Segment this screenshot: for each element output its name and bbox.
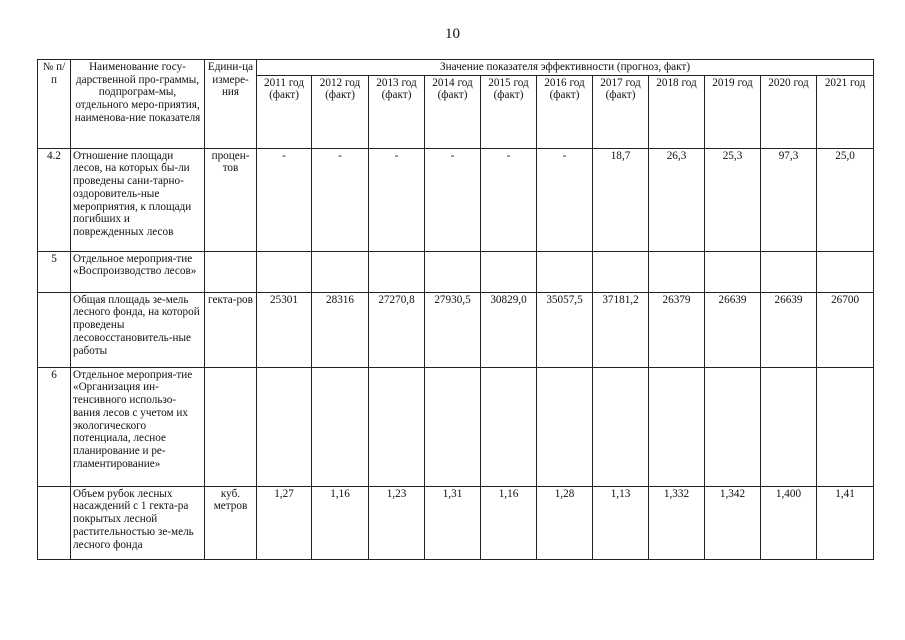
header-year-2018 bbox=[649, 75, 705, 148]
row-name: Отдельное мероприя-тие «Организация ин-тенсивного использо-вания лесов с учетом их экологического потенциала, лесное планирование и ре-гламентирование» bbox=[71, 367, 205, 486]
row-name: Общая площадь зе-мель лесного фонда, на которой проведены лесовосстановитель-ные работы bbox=[71, 292, 205, 367]
row-value-2018: 1,332 bbox=[649, 486, 705, 559]
row-value-2021: 26700 bbox=[817, 292, 874, 367]
row-value-2012: 1,16 bbox=[312, 486, 369, 559]
row-value-2015 bbox=[481, 367, 537, 486]
header-year-2016 bbox=[537, 75, 593, 148]
header-year-2019 bbox=[705, 75, 761, 148]
header-year-label: 2014 год bbox=[432, 76, 473, 89]
header-year-2017 bbox=[593, 75, 649, 148]
row-value-2017: 1,13 bbox=[593, 486, 649, 559]
row-value-2021 bbox=[817, 367, 874, 486]
row-num: 5 bbox=[38, 251, 71, 292]
row-value-2011 bbox=[257, 367, 312, 486]
row-value-2021: 1,41 bbox=[817, 486, 874, 559]
header-year-label: 2018 год bbox=[656, 76, 697, 89]
header-year-note: (факт) bbox=[605, 89, 636, 102]
row-value-2019: 25,3 bbox=[705, 148, 761, 251]
header-year-label: 2020 год bbox=[768, 76, 809, 89]
header-year-label: 2021 год bbox=[824, 76, 866, 89]
row-value-2014 bbox=[425, 367, 481, 486]
indicators-table bbox=[37, 59, 874, 560]
row-value-2016: 35057,5 bbox=[537, 292, 593, 367]
header-num: № п/п bbox=[38, 60, 71, 149]
header-year-label: 2012 год bbox=[319, 76, 361, 89]
row-value-2011: - bbox=[257, 148, 312, 251]
row-value-2019: 26639 bbox=[705, 292, 761, 367]
table-row bbox=[38, 292, 874, 367]
header-year-note: (факт) bbox=[381, 89, 412, 102]
header-year-note: (факт) bbox=[269, 89, 299, 102]
header-year-label: 2019 год bbox=[712, 76, 753, 89]
row-value-2013 bbox=[369, 251, 425, 292]
row-num: 6 bbox=[38, 367, 71, 486]
row-value-2014: - bbox=[425, 148, 481, 251]
header-year-2015 bbox=[481, 75, 537, 148]
row-value-2018 bbox=[649, 367, 705, 486]
header-year-note: (факт) bbox=[325, 89, 355, 102]
row-value-2011: 25301 bbox=[257, 292, 312, 367]
row-name: Отношение площади лесов, на которых бы-ли проведены сани-тарно-оздоровитель-ные мероприятия, к площади погибших и поврежденных лесов bbox=[71, 148, 205, 251]
row-value-2013: 1,23 bbox=[369, 486, 425, 559]
table-row bbox=[38, 148, 874, 251]
row-value-2019 bbox=[705, 251, 761, 292]
row-unit bbox=[205, 367, 257, 486]
row-value-2019: 1,342 bbox=[705, 486, 761, 559]
row-value-2012 bbox=[312, 251, 369, 292]
row-unit: куб. метров bbox=[205, 486, 257, 559]
header-year-2021 bbox=[817, 75, 874, 148]
row-value-2014: 27930,5 bbox=[425, 292, 481, 367]
row-value-2012: 28316 bbox=[312, 292, 369, 367]
header-year-2012 bbox=[312, 75, 369, 148]
row-value-2020: 1,400 bbox=[761, 486, 817, 559]
row-value-2011 bbox=[257, 251, 312, 292]
row-value-2017 bbox=[593, 367, 649, 486]
header-year-label: 2015 год bbox=[488, 76, 529, 89]
row-value-2014 bbox=[425, 251, 481, 292]
header-year-note: (факт) bbox=[549, 89, 580, 102]
header-year-label: 2013 год bbox=[376, 76, 417, 89]
row-num bbox=[38, 486, 71, 559]
row-value-2015: 1,16 bbox=[481, 486, 537, 559]
row-value-2013: - bbox=[369, 148, 425, 251]
header-year-2013 bbox=[369, 75, 425, 148]
row-value-2020: 97,3 bbox=[761, 148, 817, 251]
header-year-label: 2011 год bbox=[263, 76, 305, 89]
row-value-2013: 27270,8 bbox=[369, 292, 425, 367]
row-num bbox=[38, 292, 71, 367]
row-value-2015 bbox=[481, 251, 537, 292]
row-value-2012: - bbox=[312, 148, 369, 251]
row-unit: гекта-ров bbox=[205, 292, 257, 367]
row-value-2014: 1,31 bbox=[425, 486, 481, 559]
row-value-2011: 1,27 bbox=[257, 486, 312, 559]
table-row bbox=[38, 486, 874, 559]
table-row bbox=[38, 367, 874, 486]
header-year-label: 2017 год bbox=[600, 76, 641, 89]
row-value-2016 bbox=[537, 251, 593, 292]
row-value-2017: 18,7 bbox=[593, 148, 649, 251]
row-value-2012 bbox=[312, 367, 369, 486]
table-row bbox=[38, 251, 874, 292]
row-value-2017 bbox=[593, 251, 649, 292]
row-name: Объем рубок лесных насаждений с 1 гекта-ра покрытых лесной растительностью зе-мель лесного фонда bbox=[71, 486, 205, 559]
header-year-note: (факт) bbox=[493, 89, 524, 102]
row-value-2018: 26379 bbox=[649, 292, 705, 367]
header-row-1 bbox=[38, 60, 874, 76]
row-name: Отдельное мероприя-тие «Воспроизводство лесов» bbox=[71, 251, 205, 292]
header-name: Наименование госу-дарственной про-граммы, подпрограм-мы, отдельного меро-приятия, наименова-ние показателя bbox=[71, 60, 205, 149]
row-value-2018: 26,3 bbox=[649, 148, 705, 251]
row-value-2020 bbox=[761, 367, 817, 486]
row-unit: процен-тов bbox=[205, 148, 257, 251]
row-value-2021: 25,0 bbox=[817, 148, 874, 251]
row-value-2018 bbox=[649, 251, 705, 292]
row-value-2020: 26639 bbox=[761, 292, 817, 367]
row-value-2016: - bbox=[537, 148, 593, 251]
row-num: 4.2 bbox=[38, 148, 71, 251]
header-year-2020 bbox=[761, 75, 817, 148]
row-value-2021 bbox=[817, 251, 874, 292]
header-year-2011 bbox=[257, 75, 312, 148]
header-year-2014 bbox=[425, 75, 481, 148]
row-value-2017: 37181,2 bbox=[593, 292, 649, 367]
row-value-2013 bbox=[369, 367, 425, 486]
row-value-2015: - bbox=[481, 148, 537, 251]
header-group: Значение показателя эффективности (прогноз, факт) bbox=[257, 60, 874, 76]
row-value-2015: 30829,0 bbox=[481, 292, 537, 367]
row-value-2020 bbox=[761, 251, 817, 292]
page-number: 10 bbox=[445, 26, 460, 42]
row-value-2016 bbox=[537, 367, 593, 486]
row-value-2016: 1,28 bbox=[537, 486, 593, 559]
header-year-label: 2016 год bbox=[544, 76, 585, 89]
header-year-note: (факт) bbox=[437, 89, 468, 102]
header-unit: Едини-ца измере-ния bbox=[205, 60, 257, 149]
row-value-2019 bbox=[705, 367, 761, 486]
row-unit bbox=[205, 251, 257, 292]
